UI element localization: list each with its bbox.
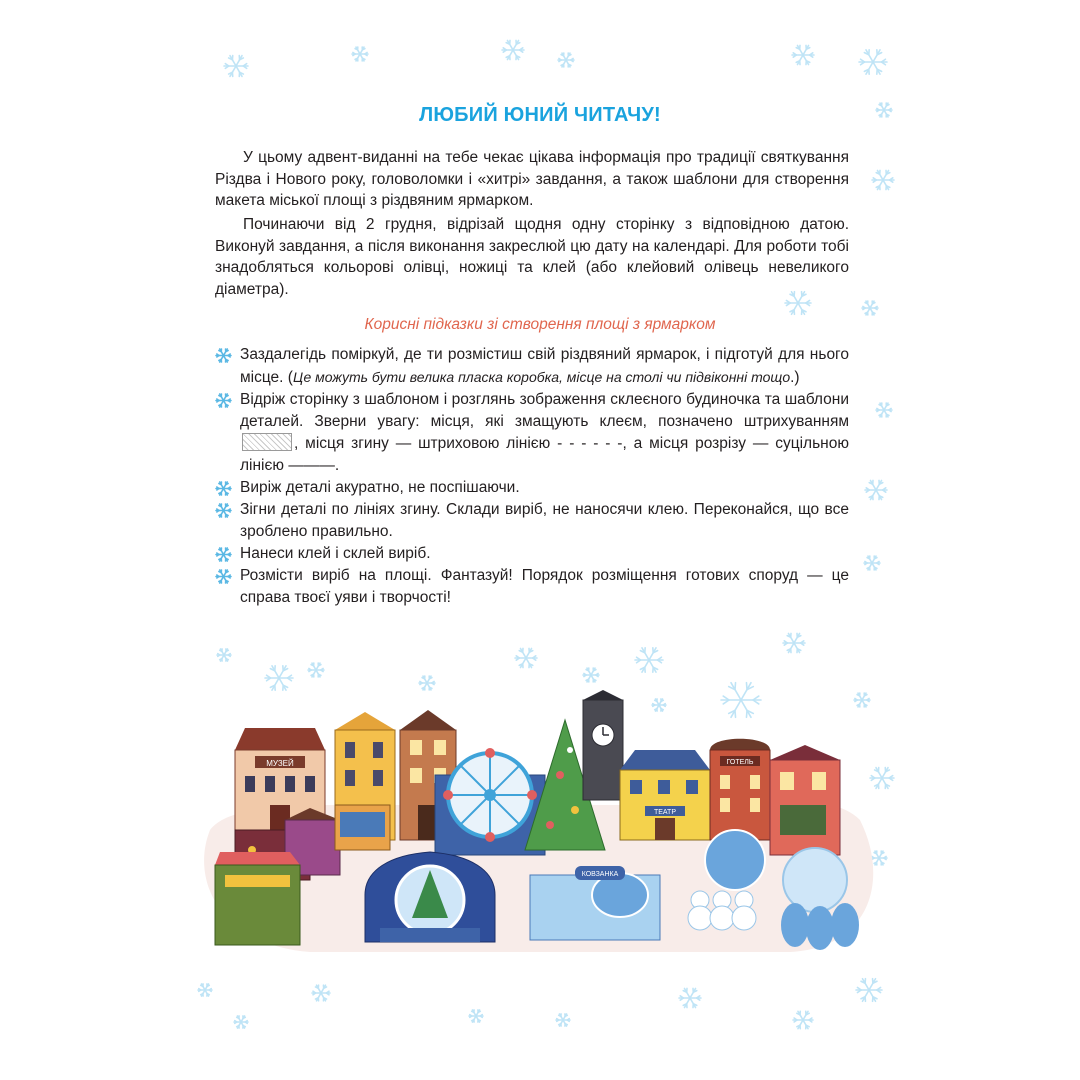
- snowflake-icon: [861, 299, 879, 317]
- snowflake-bullet-icon: [215, 347, 232, 364]
- snowflake-bullet-icon: [215, 480, 232, 497]
- tip-1-text: Заздалегідь поміркуй, де ти розмістиш свій різдвяний ярмарок, і підготуй для нього місце. (: [240, 346, 849, 386]
- clock-tower: [583, 690, 623, 800]
- skating-rink-sign: КОВЗАНКА: [581, 871, 619, 878]
- museum-sign: МУЗЕЙ: [266, 759, 294, 768]
- christmas-market-illustration: [190, 680, 890, 980]
- page-title: ЛЮБИЙ ЮНИЙ ЧИТАЧУ!: [419, 104, 661, 126]
- tip-4-text: Зігни деталі по лініях згину. Склади виріб, не наносячи клею. Переконайся, що все зроблено правильно.: [240, 501, 849, 540]
- snowflake-icon: [791, 43, 815, 67]
- market-stall-3: [335, 805, 390, 850]
- tip-2-text-a: Відріж сторінку з шаблоном і розглянь зображення склеєного будиночка та шаблони деталей. Зверни увагу: місця, які змащують клеєм, позначено штрихуванням: [240, 391, 849, 430]
- snowflake-icon: [233, 1014, 249, 1030]
- tip-1-end: .): [790, 369, 800, 386]
- snowflake-icon: [557, 51, 575, 69]
- tip-3-text: Виріж деталі акуратно, не поспішаючи.: [240, 479, 520, 496]
- snowflake-icon: [307, 661, 325, 679]
- red-shop: [770, 745, 840, 855]
- snowflake-icon: [858, 47, 888, 77]
- glue-hatch-swatch: [242, 433, 292, 451]
- tip-2-text-b: , місця згину — штриховою лінією - - - - - -, а місця розрізу — суцільною лінією ———.: [240, 435, 849, 474]
- snowflake-bullet-icon: [215, 546, 232, 563]
- tips-heading: Корисні підказки зі створення площі з ярмарком: [364, 316, 716, 333]
- snowflake-icon: [782, 631, 806, 655]
- snowflake-icon: [197, 982, 213, 998]
- tip-5-text: Нанеси клей і склей виріб.: [240, 545, 431, 562]
- tip-1-hint: Це можуть бути велика пласка коробка, місце на столі чи підвіконні тощо: [292, 369, 791, 385]
- snowflake-icon: [792, 1009, 814, 1031]
- snowflake-bullet-icon: [215, 392, 232, 409]
- snowflake-icon: [223, 53, 249, 79]
- snowflake-icon: [555, 1012, 571, 1028]
- snowflake-icon: [468, 1008, 484, 1024]
- snowmen: [688, 891, 756, 930]
- skating-rink: [530, 866, 660, 940]
- tip-item-6: [215, 565, 849, 609]
- snowflake-bullet-icon: [215, 502, 232, 519]
- tip-item-1: [215, 344, 849, 389]
- snowflake-icon: [855, 976, 883, 1004]
- market-stall-green: [215, 852, 300, 945]
- tip-6-text: Розмісти виріб на площі. Фантазуй! Порядок розміщення готових споруд — це справа твоєї уяви і творчості!: [240, 567, 849, 606]
- hotel-sign: ГОТЕЛЬ: [726, 759, 754, 766]
- tips-list: [215, 344, 849, 609]
- intro-paragraph-1: У цьому адвент-виданні на тебе чекає цікава інформація про традиції святкування Різдва і Нового року, головоломки і «хитрі» завдання, а також шаблони для створення макета міської площі з різдвяним ярмарком.: [215, 149, 849, 209]
- snowflake-icon: [863, 554, 881, 572]
- snowflake-icon: [514, 646, 538, 670]
- snowflake-icon: [351, 45, 369, 63]
- theatre-building: [620, 750, 710, 840]
- hotel-building: [710, 739, 770, 840]
- snowflake-icon: [311, 983, 331, 1003]
- snowflake-icon: [501, 38, 525, 62]
- snow-globe: [365, 852, 495, 942]
- snowflake-icon: [864, 478, 888, 502]
- snowflake-icon: [875, 401, 893, 419]
- tip-item-5: [215, 543, 849, 565]
- tip-item-3: [215, 477, 849, 499]
- tip-item-2: [215, 389, 849, 477]
- tip-item-4: [215, 499, 849, 543]
- snowflake-icon: [216, 647, 232, 663]
- snowflake-icon: [871, 168, 895, 192]
- snowflake-icon: [634, 645, 664, 675]
- intro-paragraph-2: Починаючи від 2 грудня, відрізай щодня одну сторінку з відповідною датою. Виконуй завдання, а після виконання закреслюй цю дату на календарі. Для роботи тобі знадобляться кольорові олівці, ножиці та клей (або клейовий олівець невеликого діаметра).: [215, 216, 849, 298]
- snowflake-bullet-icon: [215, 568, 232, 585]
- snowflake-icon: [678, 986, 702, 1010]
- theatre-sign: ТЕАТР: [653, 809, 677, 816]
